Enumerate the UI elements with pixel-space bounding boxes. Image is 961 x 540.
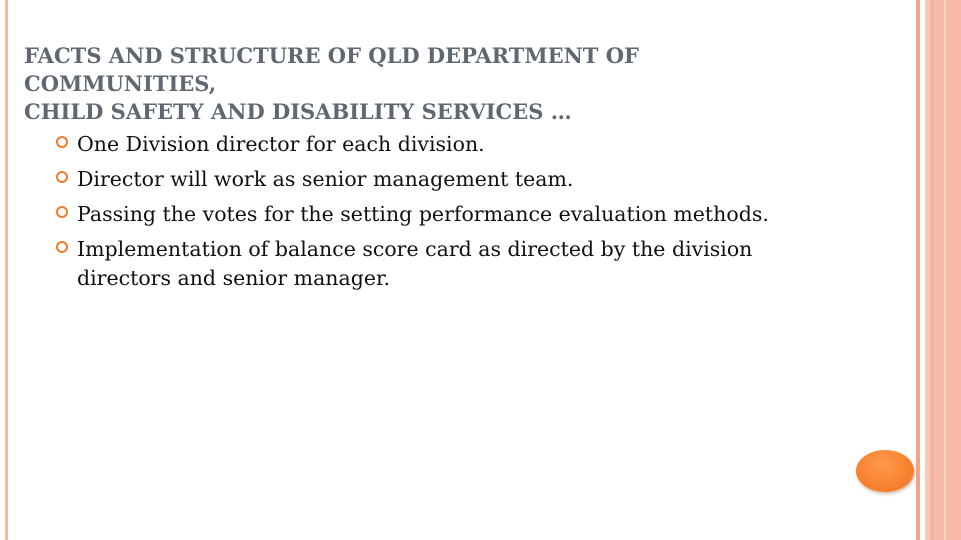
bullet-item — [56, 235, 836, 293]
bullet-text: One Division director for each division. — [77, 132, 485, 156]
decorative-stripe — [934, 0, 961, 540]
slide-title-line: COMMUNITIES, — [24, 71, 217, 96]
decorative-stripe — [944, 0, 946, 540]
left-accent-line — [5, 0, 8, 540]
orange-circle-decoration — [856, 450, 914, 492]
bullet-text: Passing the votes for the setting performance evaluation methods. — [77, 202, 769, 226]
ring-bullet-icon — [56, 171, 68, 183]
bullet-text: Implementation of balance score card as directed by the division directors and senior manager. — [77, 237, 753, 290]
bullet-item — [56, 200, 836, 229]
bullet-item — [56, 130, 836, 159]
ring-bullet-icon — [56, 136, 68, 148]
bullet-item — [56, 165, 836, 194]
ring-bullet-icon — [56, 241, 68, 253]
bullet-text: Director will work as senior management team. — [77, 167, 574, 191]
slide-title-line: CHILD SAFETY AND DISABILITY SERVICES … — [24, 99, 572, 124]
slide-title-line: FACTS AND STRUCTURE OF QLD DEPARTMENT OF — [24, 43, 639, 68]
bullet-list — [56, 130, 836, 299]
ring-bullet-icon — [56, 206, 68, 218]
slide-title — [24, 42, 764, 126]
